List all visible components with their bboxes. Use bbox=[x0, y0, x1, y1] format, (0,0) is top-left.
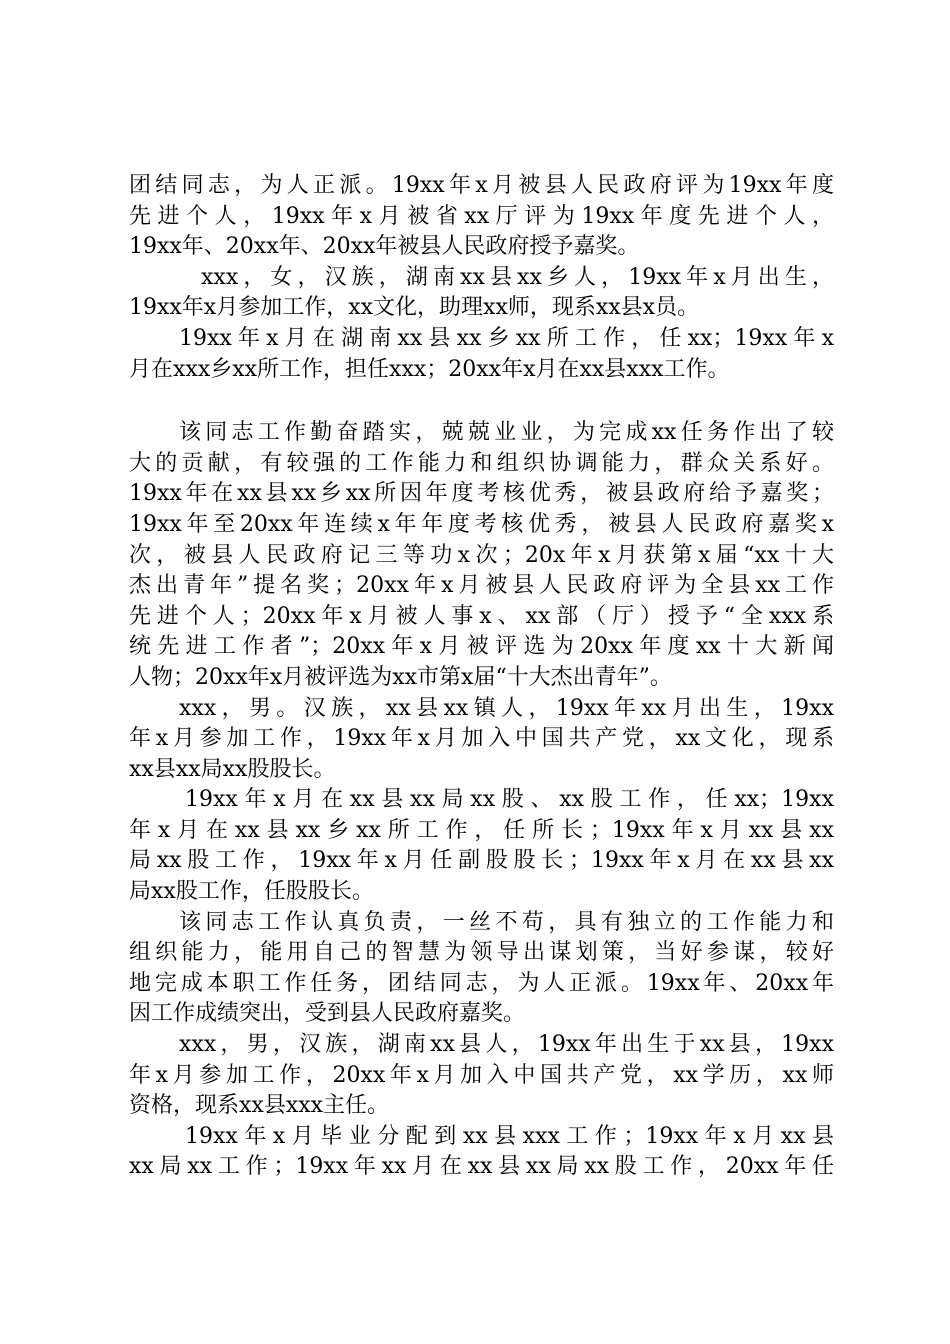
text-line: 局xx股工作，19xx年x月任副股股长；19xx年x月在xx县xx bbox=[129, 848, 834, 874]
text-line: 19xx年x月在湖南xx县xx乡xx所工作，任xx；19xx年x bbox=[179, 325, 834, 351]
text-line: 组织能力，能用自己的智慧为领导出谋划策，当好参谋，较好 bbox=[129, 940, 834, 966]
text-line: 该同志工作勤奋踏实，兢兢业业，为完成xx任务作出了较 bbox=[179, 420, 834, 446]
text-line: xxx，男，汉族，湖南xx县人，19xx年出生于xx县，19xx bbox=[179, 1032, 834, 1058]
text-line: 19xx年x月在xx县xx局xx股、xx股工作，任xx；19xx bbox=[185, 787, 834, 813]
text-line: xxx，男。汉族，xx县xx镇人，19xx年xx月出生，19xx bbox=[179, 695, 834, 721]
text-line: 大的贡献，有较强的工作能力和组织协调能力，群众关系好。 bbox=[129, 450, 834, 476]
text-line: xx县xx局xx股股长。 bbox=[129, 756, 336, 782]
text-line: 先进个人；20xx年x月被人事x、xx部（厅）授予“全xxx系 bbox=[129, 603, 834, 629]
text-line: 因工作成绩突出，受到县人民政府嘉奖。 bbox=[129, 1001, 526, 1027]
text-line: 该同志工作认真负责，一丝不苟，具有独立的工作能力和 bbox=[179, 909, 834, 935]
text-line: 先进个人，19xx年x月被省xx厅评为19xx年度先进个人， bbox=[129, 203, 834, 229]
document-body-text bbox=[129, 171, 834, 1183]
text-line: 19xx年、20xx年、20xx年被县人民政府授予嘉奖。 bbox=[129, 234, 640, 260]
text-line: 地完成本职工作任务，团结同志，为人正派。19xx年、20xx年 bbox=[129, 970, 834, 996]
text-line: 局xx股工作，任股股长。 bbox=[129, 879, 374, 905]
text-line: 年x月参加工作，19xx年x月加入中国共产党，xx文化，现系 bbox=[129, 726, 834, 752]
text-line: 19xx年在xx县xx乡xx所因年度考核优秀，被县政府给予嘉奖； bbox=[129, 481, 834, 507]
text-line: 19xx年x月参加工作，xx文化，助理xx师，现系xx县x员。 bbox=[129, 295, 700, 321]
text-line: xx局xx工作；19xx年xx月在xx县xx局xx股工作，20xx年任 bbox=[129, 1154, 834, 1180]
text-line: 月在xxx乡xx所工作，担任xxx；20xx年x月在xx县xxx工作。 bbox=[129, 356, 730, 382]
text-line: xxx，女，汉族，湖南xx县xx乡人，19xx年x月出生， bbox=[201, 264, 834, 290]
text-line: 统先进工作者”；20xx年x月被评选为20xx年度xx十大新闻 bbox=[129, 634, 834, 660]
text-line: 团结同志，为人正派。19xx年x月被县人民政府评为19xx年度 bbox=[129, 173, 834, 198]
text-line: 19xx年至20xx年连续x年年度考核优秀，被县人民政府嘉奖x bbox=[129, 511, 834, 537]
text-line: 年x月参加工作，20xx年x月加入中国共产党，xx学历，xx师 bbox=[129, 1062, 834, 1088]
paragraph-gap bbox=[129, 385, 834, 418]
text-line: 杰出青年”提名奖；20xx年x月被县人民政府评为全县xx工作 bbox=[129, 573, 834, 599]
text-line: 资格，现系xx县xxx主任。 bbox=[129, 1093, 390, 1119]
text-line: 人物；20xx年x月被评选为xx市第x届“十大杰出青年”。 bbox=[129, 664, 672, 690]
text-line: 次，被县人民政府记三等功x次；20x年x月获第x届“xx十大 bbox=[129, 542, 834, 568]
text-line: 年x月在xx县xx乡xx所工作，任所长；19xx年x月xx县xx bbox=[129, 817, 834, 843]
text-line: 19xx年x月毕业分配到xx县xxx工作；19xx年x月xx县 bbox=[185, 1123, 834, 1149]
